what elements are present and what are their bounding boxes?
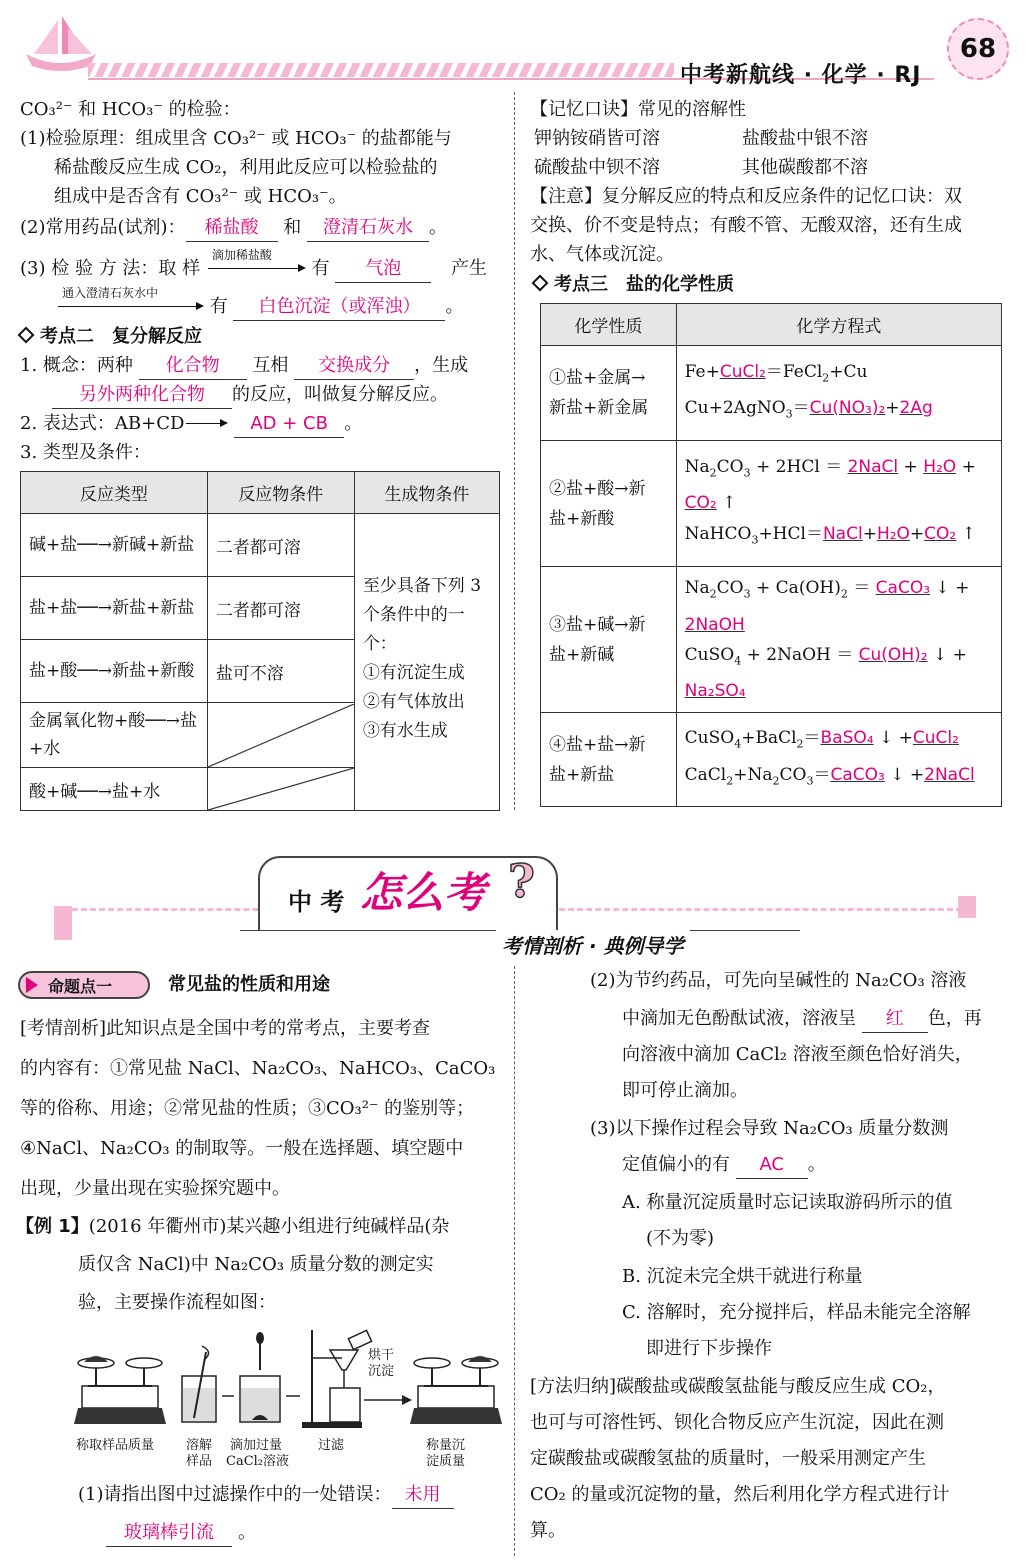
- equation: NaHCO$_3$+HCl＝NaCl+H₂O+CO₂ ↑: [684, 524, 976, 547]
- table-cell: 碱+盐──→新碱+新盐: [21, 514, 208, 577]
- header: [0, 0, 1031, 90]
- answer-blank: 澄清石灰水: [307, 215, 429, 242]
- punct: 。: [429, 217, 448, 238]
- balance-icon: [410, 1356, 502, 1424]
- experiment-flow-figure: [74, 1328, 506, 1476]
- memory-title: 【记忆口诀】常见的溶解性: [530, 99, 746, 120]
- example-line-1: [16, 1214, 449, 1240]
- table-header: 生成物条件: [354, 472, 499, 514]
- method-summary-line: 算。: [530, 1520, 566, 1541]
- kp2-title: 考点二 复分解反应: [40, 326, 202, 347]
- table-header: 化学方程式: [676, 304, 1001, 346]
- equation: CuSO$_4$+BaCl$_2$＝BaSO₄ ↓ +CuCl₂: [684, 728, 959, 751]
- answer-inline: CO₂: [924, 524, 957, 544]
- table-header: 化学性质: [541, 304, 677, 346]
- prop-line: ②盐+酸→新: [549, 478, 646, 499]
- answer-inline: 2NaCl: [847, 456, 899, 477]
- types-line: 3. 类型及条件：: [20, 442, 151, 463]
- note-line: 交换、价不变是特点；有酸不管、无酸双溶，还有生成: [530, 215, 962, 236]
- answer-inline: CO₂: [684, 493, 717, 513]
- answer-inline: H₂O: [876, 524, 910, 544]
- cond-line: ①有沉淀生成: [362, 663, 465, 683]
- banner-small: 中 考: [288, 888, 345, 916]
- cond-line: 个条件中的一: [362, 605, 465, 625]
- q3-text: 定值偏小的有: [622, 1154, 730, 1175]
- answer-blank: 另外两种化合物: [52, 382, 232, 409]
- equation: Cu+2AgNO$_3$＝Cu(NO₃)₂+2Ag: [684, 398, 933, 421]
- equation: [685, 610, 993, 640]
- answer-blank: 化合物: [139, 353, 247, 380]
- expression-line: [20, 411, 362, 438]
- property-cell: [541, 441, 677, 567]
- table-cell: 金属氧化物+酸──→盐+水: [21, 703, 208, 768]
- filtration-stand-icon: [302, 1330, 372, 1428]
- question-1-line-2: [106, 1520, 256, 1547]
- pill-title: 常见盐的性质和用途: [168, 974, 330, 995]
- memory-line: 其他碳酸都不溶: [742, 157, 868, 178]
- q3-line: [622, 1152, 826, 1179]
- prop-line: ④盐+盐→新: [549, 734, 646, 755]
- method-summary-line: 也可与可溶性钙、钡化合物反应产生沉淀，因此在测: [530, 1412, 944, 1433]
- fig-label: 沉淀: [368, 1364, 395, 1379]
- fig-label: 称量沉: [426, 1438, 466, 1453]
- punct: 。: [344, 413, 363, 434]
- memory-line: 钾钠铵硝皆可溶: [534, 128, 660, 149]
- answer-blank: 玻璃棒引流: [106, 1520, 232, 1547]
- pill-label: 命题点一: [48, 976, 113, 996]
- punct: 。: [445, 296, 464, 317]
- fig-label: 样品: [186, 1454, 213, 1469]
- answer-blank: AC: [736, 1152, 808, 1179]
- play-icon: [26, 977, 38, 993]
- equation: $Na_2CO_3 + 2HCl$ ＝ 2NaCl + H₂O +: [684, 456, 976, 479]
- diagonal-line: [208, 704, 354, 767]
- analysis-line: 出现，少量出现在实验探究题中。: [20, 1178, 290, 1199]
- option-b: B. 沉淀未完全烘干就进行称量: [622, 1266, 863, 1287]
- concept-text: 互相: [252, 355, 289, 376]
- answer-inline: NaCl: [822, 524, 863, 544]
- option-a-cont: (不为零): [646, 1228, 715, 1249]
- answer-inline: CuCl₂: [719, 361, 766, 382]
- fig-label: 烘干: [368, 1348, 395, 1363]
- answer-blank: 交换成分: [294, 353, 414, 380]
- banner-right-tab: [958, 896, 976, 918]
- prop-line: 新盐+新金属: [549, 398, 649, 418]
- equation: CuSO$_4$ + 2NaOH ＝ Cu(OH)₂ ↓ +: [684, 644, 967, 667]
- answer-blank: 稀盐酸: [186, 215, 278, 242]
- answer-inline: 2Ag: [899, 398, 933, 418]
- column-divider: [514, 92, 515, 810]
- prop-line: 盐+新碱: [549, 644, 615, 665]
- table-cell-diagonal: [207, 703, 354, 768]
- method-summary-line: [方法归纳]碳酸盐或碳酸氢盐能与酸反应生成 CO₂，: [530, 1376, 946, 1397]
- q3-line: (3)以下操作过程会导致 Na₂CO₃ 质量分数测: [590, 1118, 949, 1139]
- equation-cell: [676, 713, 1001, 807]
- method-summary-line: CO₂ 的量或沉淀物的量，然后利用化学方程式进行计: [530, 1484, 950, 1505]
- answer-inline: 2NaCl: [924, 764, 975, 785]
- table-cell: 盐+盐──→新盐+新盐: [21, 577, 208, 640]
- reaction-type-table: [20, 471, 500, 811]
- arrow-label: 滴加稀盐酸: [211, 248, 272, 262]
- q2-line: (2)为节约药品，可先向呈碱性的 Na₂CO₃ 溶液: [590, 970, 967, 991]
- prop-line: 盐+新盐: [549, 764, 615, 785]
- fig-label: 过滤: [318, 1438, 345, 1453]
- analysis-line: 等的俗称、用途；②常见盐的性质；③CO₃²⁻ 的鉴别等；: [20, 1098, 475, 1119]
- equation: $CaCl_2+Na_2CO_3=CaCO_3$ ↓ +2NaCl: [684, 764, 975, 787]
- principle-line-3: 组成中是否含有 CO₃²⁻ 或 HCO₃⁻。: [54, 186, 347, 207]
- memory-line: 硫酸盐中钡不溶: [534, 157, 660, 178]
- produce-text: 产生: [451, 258, 488, 279]
- method-prefix: (3) 检 验 方 法：取 样: [20, 258, 201, 279]
- header-stripe: [88, 63, 674, 77]
- q2-line: [622, 1006, 982, 1033]
- kp3-title: 考点三 盐的化学性质: [554, 274, 734, 295]
- topic-line: CO₃²⁻ 和 HCO₃⁻ 的检验：: [20, 99, 241, 120]
- concept-text: ，生成: [414, 355, 469, 376]
- fig-label: 称取样品质量: [76, 1438, 155, 1453]
- salt-property-table: [540, 303, 1002, 807]
- answer-inline: Na₂SO₄: [684, 680, 746, 701]
- q2-line: 向溶液中滴加 CaCl₂ 溶液至颜色恰好消失，: [622, 1044, 973, 1065]
- reagents-prefix: (2)常用药品(试剂)：: [20, 217, 186, 238]
- fig-label: CaCl₂溶液: [226, 1454, 290, 1469]
- analysis-line: ④NaCl、Na₂CO₃ 的制取等。一般在选择题、填空题中: [20, 1138, 464, 1159]
- fig-label: 淀质量: [426, 1454, 466, 1469]
- kp3-heading: [534, 272, 734, 298]
- reagents-mid: 和: [283, 217, 302, 238]
- diamond-icon: [532, 275, 549, 292]
- reaction-arrow: [56, 286, 204, 320]
- method-line-2: [56, 286, 464, 321]
- concept-line-1: [20, 353, 468, 380]
- equation: CO₂ ↑: [684, 493, 737, 513]
- answer-inline: BaSO₄: [820, 728, 874, 749]
- memory-line: 盐酸盐中银不溶: [742, 128, 868, 149]
- beaker-icon: [182, 1346, 216, 1422]
- q2-text: 色，再: [927, 1008, 982, 1029]
- topic-pill: [18, 971, 150, 999]
- banner-question: ?: [508, 854, 535, 908]
- fig-label: 溶解: [186, 1438, 213, 1453]
- q2-text: 中滴加无色酚酞试液，溶液呈: [622, 1008, 856, 1029]
- note-line: 水、气体或沉淀。: [530, 244, 674, 265]
- answer-blank: 气泡: [335, 256, 431, 283]
- table-header: 反应物条件: [207, 472, 354, 514]
- cond-line: ②有气体放出: [362, 692, 465, 712]
- analysis-line: 的内容有：①常见盐 NaCl、Na₂CO₃、NaHCO₃、CaCO₃: [20, 1058, 496, 1079]
- prop-line: 盐+新酸: [549, 508, 615, 529]
- table-cell: 酸+碱──→盐+水: [21, 768, 208, 811]
- option-c: C. 溶解时，充分搅拌后，样品未能完全溶解: [622, 1302, 971, 1323]
- q2-line: 即可停止滴加。: [622, 1080, 748, 1101]
- property-cell: [541, 713, 677, 807]
- page-number: 68: [959, 34, 997, 64]
- property-cell: [541, 346, 677, 441]
- option-c-cont: 即进行下步操作: [646, 1338, 772, 1359]
- reaction-arrow: [206, 248, 306, 282]
- concept-line-2: [52, 382, 448, 409]
- option-a: A. 称量沉淀质量时忘记读取游码所示的值: [622, 1192, 953, 1213]
- cond-line: ③有水生成: [362, 721, 448, 741]
- principle-line-1: (1)检验原理：组成里含 CO₃²⁻ 或 HCO₃⁻ 的盐都能与: [20, 128, 452, 149]
- product-condition-cell: [354, 514, 499, 811]
- equation-cell: [676, 441, 1001, 567]
- arrow-label: 通入澄清石灰水中: [62, 286, 159, 300]
- equation: [685, 676, 993, 706]
- equation: Fe+CuCl₂＝FeCl$_2$+Cu: [684, 361, 868, 384]
- question-1-line: [78, 1482, 454, 1509]
- equation-cell: [676, 567, 1001, 713]
- answer-blank: 红: [862, 1006, 928, 1033]
- column-divider-lower: [514, 966, 515, 1556]
- answer-blank: 未用: [392, 1482, 454, 1509]
- analysis-line: [考情剖析]此知识点是全国中考的常考点，主要考查: [20, 1018, 431, 1039]
- equation: $Na_2CO_3 + Ca(OH)_2$ ＝ CaCO₃ ↓ +: [684, 578, 970, 601]
- expression-text: 2. 表达式：AB+CD: [20, 413, 185, 434]
- table-cell: 盐可不溶: [207, 640, 354, 703]
- table-header: 反应类型: [21, 472, 208, 514]
- diagonal-line: [208, 768, 354, 810]
- kp2-heading: [20, 324, 202, 350]
- property-cell: [541, 567, 677, 713]
- answer-inline: CaCO₃: [830, 764, 885, 785]
- table-cell: 二者都可溶: [207, 577, 354, 640]
- punct: 。: [807, 1154, 826, 1175]
- has-text: 有: [311, 258, 330, 279]
- answer-blank: AD + CB: [234, 411, 344, 438]
- cond-line: 个：: [362, 634, 397, 654]
- section-banner: [0, 840, 1031, 960]
- fig-label: 滴加过量: [230, 1438, 283, 1453]
- table-cell-diagonal: [207, 768, 354, 811]
- banner-subtitle: 考情剖析 · 典例导学: [496, 930, 690, 959]
- method-summary-line: 定碳酸盐或碳酸氢盐的质量时，一般采用测定产生: [530, 1448, 926, 1469]
- prop-line: ①盐+金属→: [549, 368, 646, 388]
- table-cell: 二者都可溶: [207, 514, 354, 577]
- example-line-3: 验，主要操作流程如图：: [78, 1292, 276, 1313]
- equation-cell: [676, 346, 1001, 441]
- answer-inline: CaCO₃: [875, 578, 931, 599]
- concept-text: 的反应，叫做复分解反应。: [232, 384, 448, 405]
- principle-line-2: 稀盐酸反应生成 CO₂，利用此反应可以检验盐的: [54, 157, 438, 178]
- table-cell: 盐+酸──→新盐+新酸: [21, 640, 208, 703]
- diamond-icon: [18, 327, 35, 344]
- balance-icon: [74, 1356, 166, 1424]
- answer-blank: 白色沉淀（或浑浊）: [233, 294, 445, 321]
- prop-line: ③盐+碱→新: [549, 614, 646, 635]
- dropper-beaker-icon: [240, 1332, 280, 1422]
- punct: 。: [238, 1522, 256, 1543]
- page-number-badge: [947, 18, 1009, 80]
- question-text: (1)请指出图中过滤操作中的一处错误：: [78, 1484, 392, 1505]
- banner-big: 怎么考: [360, 868, 487, 917]
- example-line-2: 质仅含 NaCl)中 Na₂CO₃ 质量分数的测定实: [78, 1254, 434, 1275]
- cond-line: 至少具备下列 3: [362, 576, 482, 596]
- answer-inline: H₂O: [923, 456, 957, 477]
- concept-text: 1. 概念：两种: [20, 355, 133, 376]
- answer-inline: Cu(NO₃)₂: [809, 398, 886, 418]
- reagents-line: [20, 215, 447, 242]
- note-line: 【注意】复分解反应的特点和反应条件的记忆口诀：双: [530, 186, 962, 207]
- example-text: (2016 年衢州市)某兴趣小组进行纯碱样品(杂: [88, 1216, 450, 1237]
- lab-apparatus-icon: [74, 1328, 506, 1436]
- has-text: 有: [209, 296, 228, 317]
- series-title: 中考新航线 · 化学 · RJ: [680, 63, 922, 88]
- answer-inline: CuCl₂: [912, 728, 959, 749]
- example-label: 【例 1】: [16, 1216, 89, 1237]
- answer-inline: Cu(OH)₂: [858, 644, 928, 665]
- banner-left-tab: [54, 906, 72, 940]
- answer-inline: 2NaOH: [684, 614, 745, 635]
- arrow-icon: [186, 423, 226, 424]
- method-line-1: [20, 248, 488, 283]
